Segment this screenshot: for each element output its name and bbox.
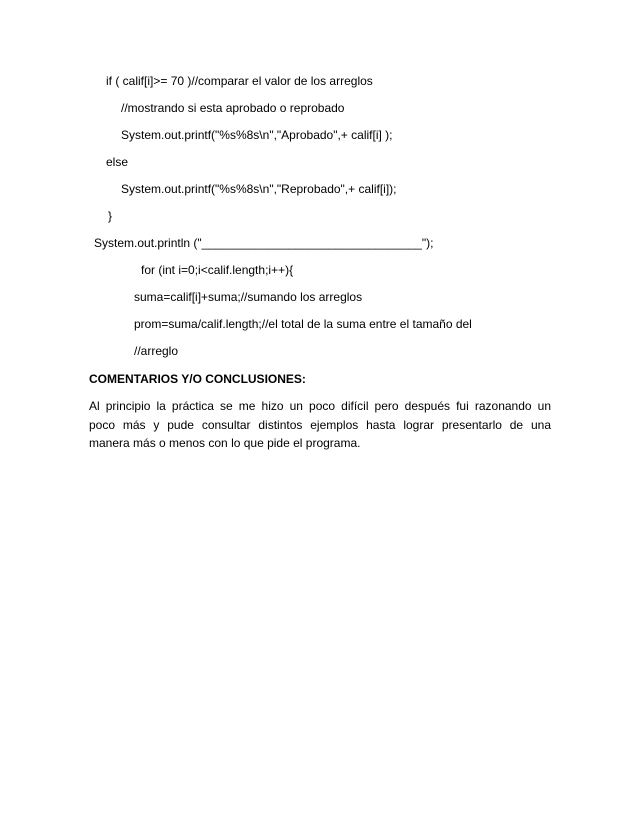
conclusions-heading: COMENTARIOS Y/O CONCLUSIONES: [89, 372, 306, 386]
code-line-suma: suma=calif[i]+suma;//sumando los arreglos [134, 290, 363, 304]
code-line-arreglo-comment: //arreglo [134, 344, 179, 358]
code-line-else: else [106, 155, 129, 169]
code-line-printf-aprobado: System.out.printf("%s%8s\n","Aprobado",+ calif[i] ); [121, 128, 393, 142]
code-line-prom: prom=suma/calif.length;//el total de la suma entre el tamaño del [134, 317, 472, 331]
code-line-printf-reprobado: System.out.printf("%s%8s\n","Reprobado",+ calif[i]); [121, 182, 397, 196]
code-line-if: if ( calif[i]>= 70 )//comparar el valor de los arreglos [106, 74, 373, 88]
conclusions-paragraph [89, 397, 551, 453]
conclusions-line: poco más y pude consultar distintos ejemplos hasta lograr presentarlo de una [89, 417, 551, 432]
code-line-comment-aprobado: //mostrando si esta aprobado o reprobado [121, 101, 345, 115]
code-line-println: System.out.println ("_________________________________"); [94, 236, 434, 250]
conclusions-line: Al principio la práctica se me hizo un poco difícil pero después fui razonando un [89, 399, 551, 413]
code-line-close-brace: } [108, 209, 113, 223]
code-line-for: for (int i=0;i<calif.length;i++){ [141, 263, 294, 277]
conclusions-line: manera más o menos con lo que pide el programa. [89, 436, 361, 450]
